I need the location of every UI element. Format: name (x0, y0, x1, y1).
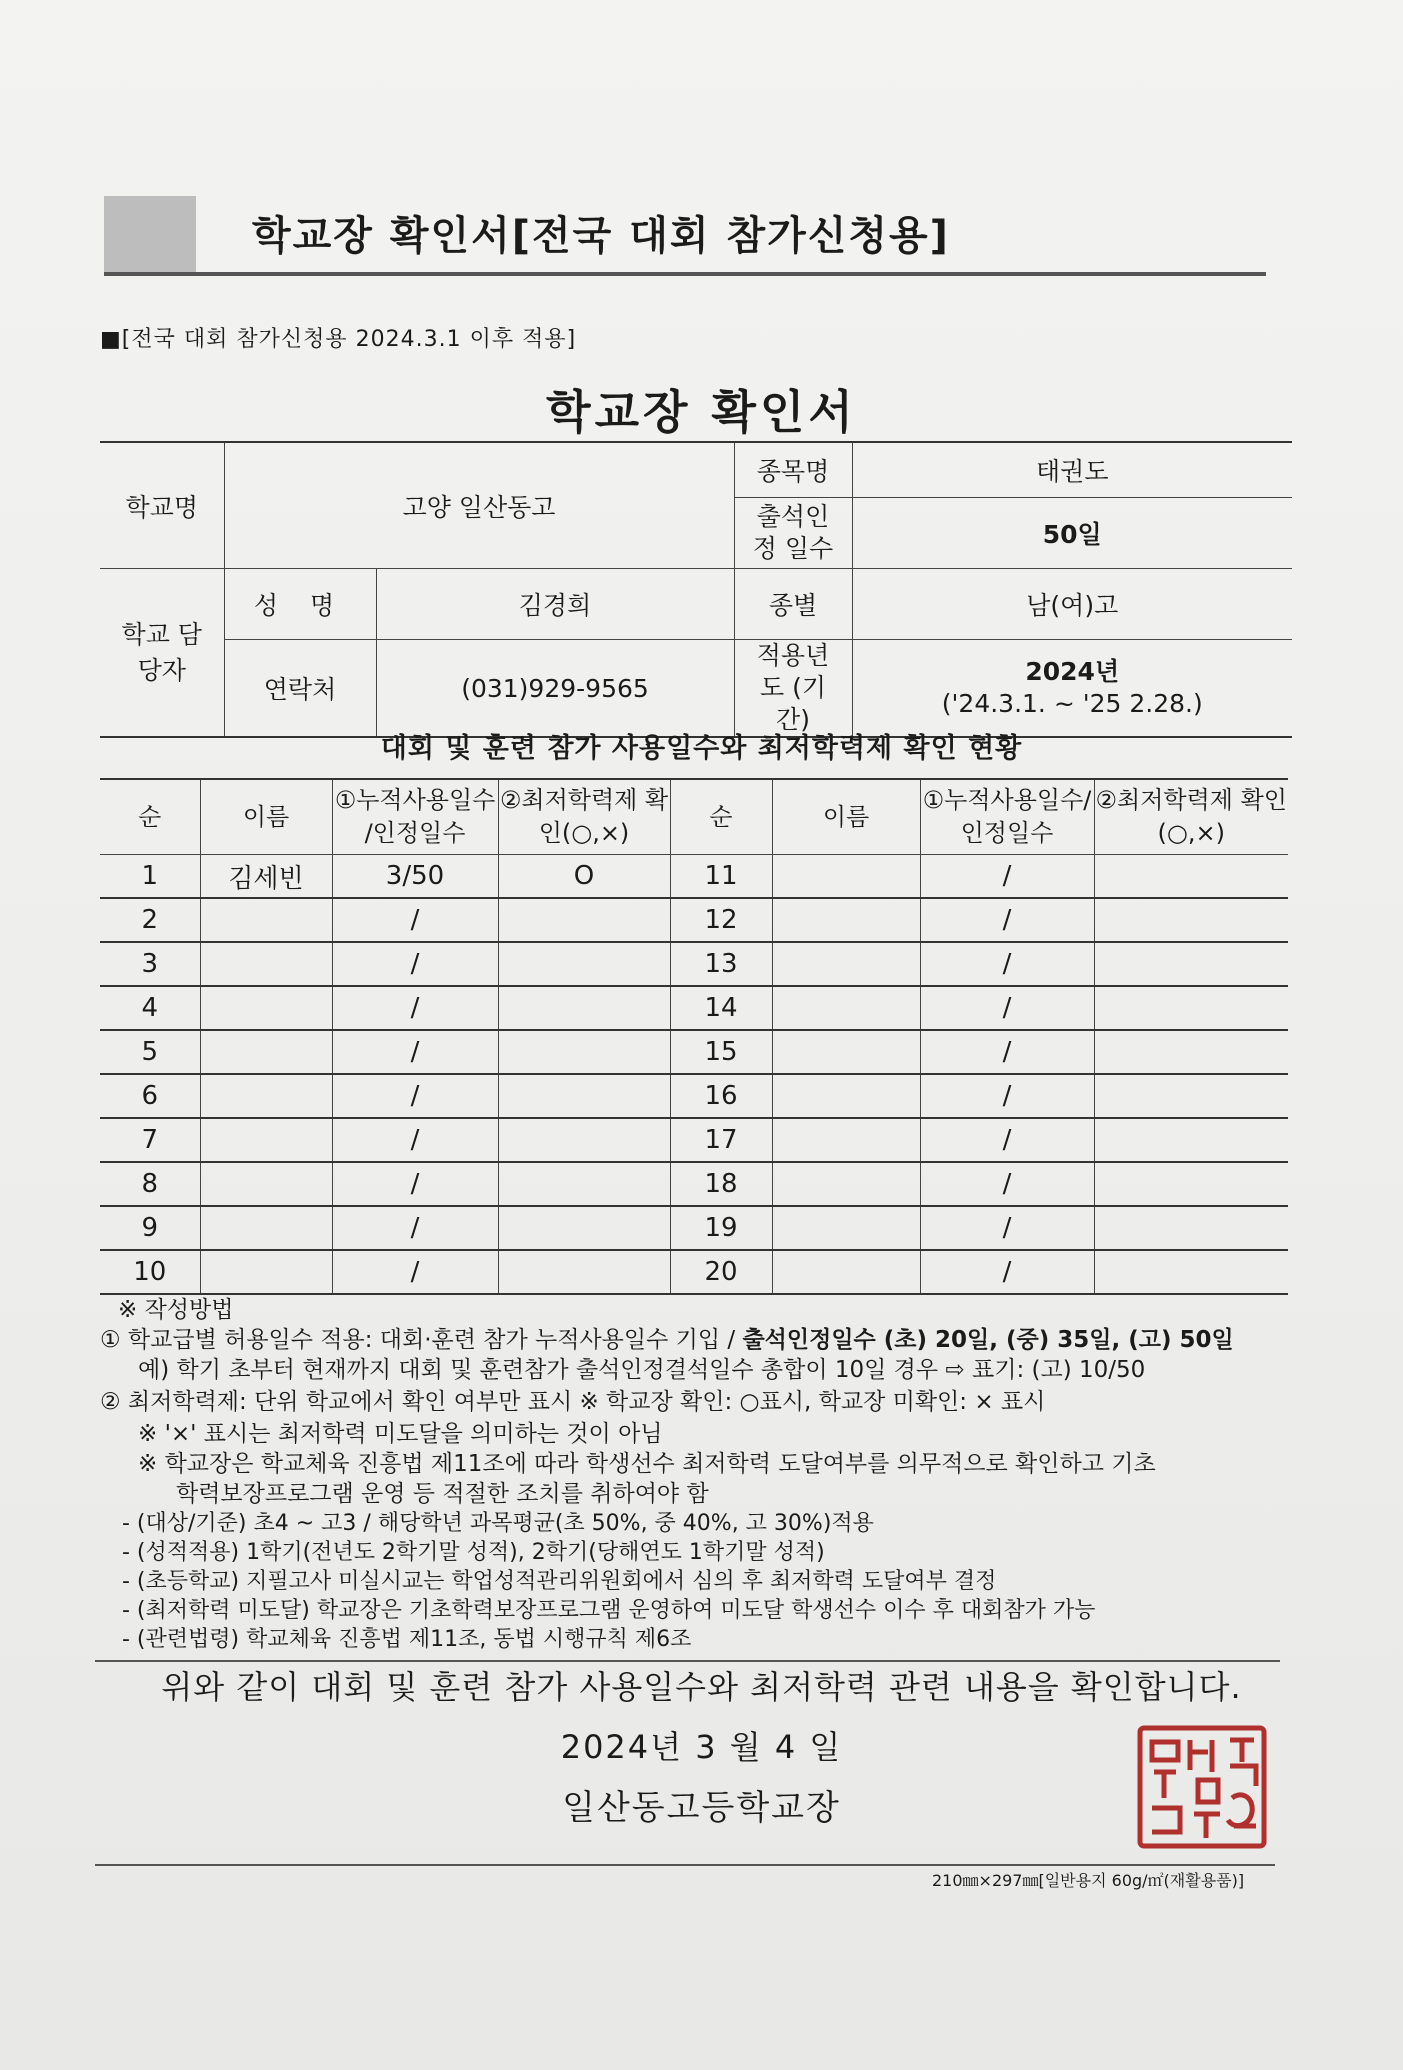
roster-cell-days: / (332, 942, 498, 986)
roster-row (100, 986, 1288, 1030)
manager-name-value: 김경희 (376, 569, 734, 640)
roster-row (100, 1118, 1288, 1162)
roster-row (100, 1206, 1288, 1250)
roster-cell-days: / (332, 1162, 498, 1206)
roster-cell-no: 2 (100, 898, 200, 942)
roster-cell-academic2 (1094, 1162, 1288, 1206)
roster-cell-name (200, 1030, 332, 1074)
roster-cell-name2 (772, 898, 920, 942)
roster-cell-name (200, 1162, 332, 1206)
roster-cell-name2 (772, 942, 920, 986)
col-header-no-2: 순 (670, 779, 772, 855)
roster-cell-name2 (772, 1118, 920, 1162)
roster-cell-name2 (772, 1074, 920, 1118)
contact-label: 연락처 (224, 640, 376, 738)
roster-cell-academic2 (1094, 1250, 1288, 1294)
notes-heading: ※ 작성방법 (118, 1297, 234, 1323)
detail-laws: - (관련법령) 학교체육 진흥법 제11조, 동법 시행규칙 제6조 (122, 1627, 692, 1652)
roster-cell-days: / (332, 1118, 498, 1162)
paper-spec-footer: 210㎜×297㎜[일반용지 60g/㎡(재활용품)] (932, 1871, 1245, 1890)
attendance-label: 출석인정 일수 (734, 498, 852, 569)
roster-cell-no: 10 (100, 1250, 200, 1294)
sport-value: 태권도 (852, 442, 1292, 498)
attendance-value: 50일 (852, 498, 1292, 569)
roster-cell-name (200, 1250, 332, 1294)
roster-row (100, 855, 1288, 899)
roster-cell-academic2 (1094, 1206, 1288, 1250)
roster-cell-days2: / (920, 1206, 1094, 1250)
document-title: 학교장 확인서 (546, 385, 857, 439)
roster-cell-days2: / (920, 1250, 1094, 1294)
roster-cell-days2: / (920, 1162, 1094, 1206)
roster-cell-name2 (772, 986, 920, 1030)
roster-row (100, 1162, 1288, 1206)
note-1-example: 예) 학기 초부터 현재까지 대회 및 훈련참가 출석인정결석일수 총합이 10일 경우 ⇨ 표기: (고) 10/50 (138, 1357, 1146, 1383)
header-title: 학교장 확인서[전국 대회 참가신청용] (252, 213, 950, 259)
roster-cell-academic2 (1094, 855, 1288, 899)
roster-cell-no2: 17 (670, 1118, 772, 1162)
col-header-no: 순 (100, 779, 200, 855)
roster-cell-days: / (332, 1206, 498, 1250)
roster-cell-academic (498, 1118, 670, 1162)
manager-label: 학교 담당자 (100, 569, 224, 738)
detail-target: - (대상/기준) 초4 ~ 고3 / 해당학년 과목평균(초 50%, 중 40%, 고 30%)적용 (122, 1511, 874, 1536)
roster-cell-days2: / (920, 855, 1094, 899)
roster-cell-days2: / (920, 1030, 1094, 1074)
roster-cell-days2: / (920, 942, 1094, 986)
note-2-b-continued: 학력보장프로그램 운영 등 적절한 조치를 취하여야 함 (176, 1481, 709, 1507)
principal-signature: 일산동고등학교장 (562, 1788, 841, 1828)
roster-cell-academic2 (1094, 942, 1288, 986)
roster-cell-days: / (332, 1250, 498, 1294)
roster-cell-no: 5 (100, 1030, 200, 1074)
roster-cell-no: 6 (100, 1074, 200, 1118)
col-header-name: 이름 (200, 779, 332, 855)
roster-row (100, 1030, 1288, 1074)
year-cell (852, 640, 1292, 738)
roster-cell-no2: 12 (670, 898, 772, 942)
roster-cell-name (200, 942, 332, 986)
note-1-bold: 출석인정일수 (초) 20일, (중) 35일, (고) 50일 (742, 1327, 1234, 1353)
year-label: 적용년도 (기간) (734, 640, 852, 738)
roster-cell-name (200, 1206, 332, 1250)
roster-cell-no: 4 (100, 986, 200, 1030)
note-2-a: ※ '×' 표시는 최저학력 미도달을 의미하는 것이 아님 (138, 1421, 663, 1447)
roster-cell-no: 8 (100, 1162, 200, 1206)
roster-cell-academic (498, 942, 670, 986)
detail-not-met: - (최저학력 미도달) 학교장은 기초학력보장프로그램 운영하여 미도달 학생선수 이수 후 대회참가 가능 (122, 1598, 1096, 1623)
roster-cell-no: 9 (100, 1206, 200, 1250)
year-value: 2024년 (1025, 657, 1120, 686)
roster-cell-name2 (772, 1030, 920, 1074)
roster-cell-no2: 18 (670, 1162, 772, 1206)
gender-value: 남(여)고 (852, 569, 1292, 640)
col-header-days: ①누적사용일수 /인정일수 (332, 779, 498, 855)
sport-label: 종목명 (734, 442, 852, 498)
roster-cell-academic (498, 1206, 670, 1250)
roster-cell-name (200, 898, 332, 942)
roster-cell-academic (498, 1030, 670, 1074)
roster-cell-name (200, 1118, 332, 1162)
roster-cell-academic (498, 1250, 670, 1294)
roster-cell-name: 김세빈 (200, 855, 332, 899)
roster-cell-academic (498, 898, 670, 942)
document-date: 2024년 3 월 4 일 (560, 1728, 843, 1766)
roster-cell-academic2 (1094, 1074, 1288, 1118)
manager-name-label: 성 명 (224, 569, 376, 640)
confirmation-statement: 위와 같이 대회 및 훈련 참가 사용일수와 최저학력 관련 내용을 확인합니다. (161, 1668, 1242, 1706)
roster-cell-days2: / (920, 898, 1094, 942)
school-name-value: 고양 일산동고 (224, 442, 734, 569)
contact-value: (031)929-9565 (376, 640, 734, 738)
roster-cell-academic2 (1094, 1118, 1288, 1162)
roster-cell-academic (498, 1162, 670, 1206)
roster-cell-no: 7 (100, 1118, 200, 1162)
roster-cell-no2: 14 (670, 986, 772, 1030)
roster-row (100, 1074, 1288, 1118)
roster-cell-days2: / (920, 1074, 1094, 1118)
roster-row (100, 898, 1288, 942)
roster-cell-days: / (332, 986, 498, 1030)
roster-cell-no: 1 (100, 855, 200, 899)
note-1 (100, 1326, 1234, 1354)
col-header-academic-2: ②최저학력제 확인(○,×) (1094, 779, 1288, 855)
roster-cell-name2 (772, 855, 920, 899)
roster-cell-academic2 (1094, 898, 1288, 942)
school-name-label: 학교명 (100, 442, 224, 569)
footer-divider (95, 1864, 1275, 1866)
roster-cell-name (200, 1074, 332, 1118)
roster-cell-no2: 11 (670, 855, 772, 899)
detail-elementary: - (초등학교) 지필고사 미실시교는 학업성적관리위원회에서 심의 후 최저학력 도달여부 결정 (122, 1569, 997, 1594)
roster-cell-days2: / (920, 1118, 1094, 1162)
roster-cell-academic: O (498, 855, 670, 899)
roster-cell-academic (498, 986, 670, 1030)
header-divider (104, 272, 1266, 276)
roster-cell-days: / (332, 1074, 498, 1118)
col-header-name-2: 이름 (772, 779, 920, 855)
roster-cell-academic2 (1094, 986, 1288, 1030)
roster-cell-no2: 16 (670, 1074, 772, 1118)
col-header-days-2: ①누적사용일수/ 인정일수 (920, 779, 1094, 855)
note-2: ② 최저학력제: 단위 학교에서 확인 여부만 표시 ※ 학교장 확인: ○표시, 학교장 미확인: × 표시 (100, 1389, 1046, 1415)
roster-cell-no2: 13 (670, 942, 772, 986)
roster-cell-no2: 15 (670, 1030, 772, 1074)
roster-cell-days: / (332, 898, 498, 942)
roster-cell-name (200, 986, 332, 1030)
school-info-table (100, 441, 1292, 738)
note-2-b: ※ 학교장은 학교체육 진흥법 제11조에 따라 학생선수 최저학력 도달여부를 의무적으로 확인하고 기초 (138, 1451, 1156, 1477)
col-header-academic: ②최저학력제 확인(○,×) (498, 779, 670, 855)
roster-header-row (100, 779, 1288, 855)
roster-cell-days: 3/50 (332, 855, 498, 899)
roster-row (100, 1250, 1288, 1294)
roster-cell-no: 3 (100, 942, 200, 986)
roster-cell-name2 (772, 1250, 920, 1294)
roster-cell-no2: 19 (670, 1206, 772, 1250)
status-section-title: 대회 및 훈련 참가 사용일수와 최저학력제 확인 현황 (380, 733, 1023, 764)
roster-cell-academic2 (1094, 1030, 1288, 1074)
gender-label: 종별 (734, 569, 852, 640)
roster-cell-academic (498, 1074, 670, 1118)
header-decoration-block (104, 196, 196, 274)
roster-row (100, 942, 1288, 986)
roster-cell-name2 (772, 1206, 920, 1250)
applicability-notice: ■[전국 대회 참가신청용 2024.3.1 이후 적용] (100, 327, 577, 352)
roster-cell-name2 (772, 1162, 920, 1206)
roster-table (100, 778, 1288, 1295)
note-1-text: ① 학교급별 허용일수 적용: 대회·훈련 참가 누적사용일수 기입 / (100, 1327, 736, 1353)
year-period: ('24.3.1. ~ '25 2.28.) (941, 689, 1203, 718)
detail-grades: - (성적적용) 1학기(전년도 2학기말 성적), 2학기(당해연도 1학기말 성적) (122, 1540, 825, 1565)
roster-cell-days: / (332, 1030, 498, 1074)
roster-cell-days2: / (920, 986, 1094, 1030)
official-seal-stamp (1134, 1722, 1270, 1852)
roster-cell-no2: 20 (670, 1250, 772, 1294)
